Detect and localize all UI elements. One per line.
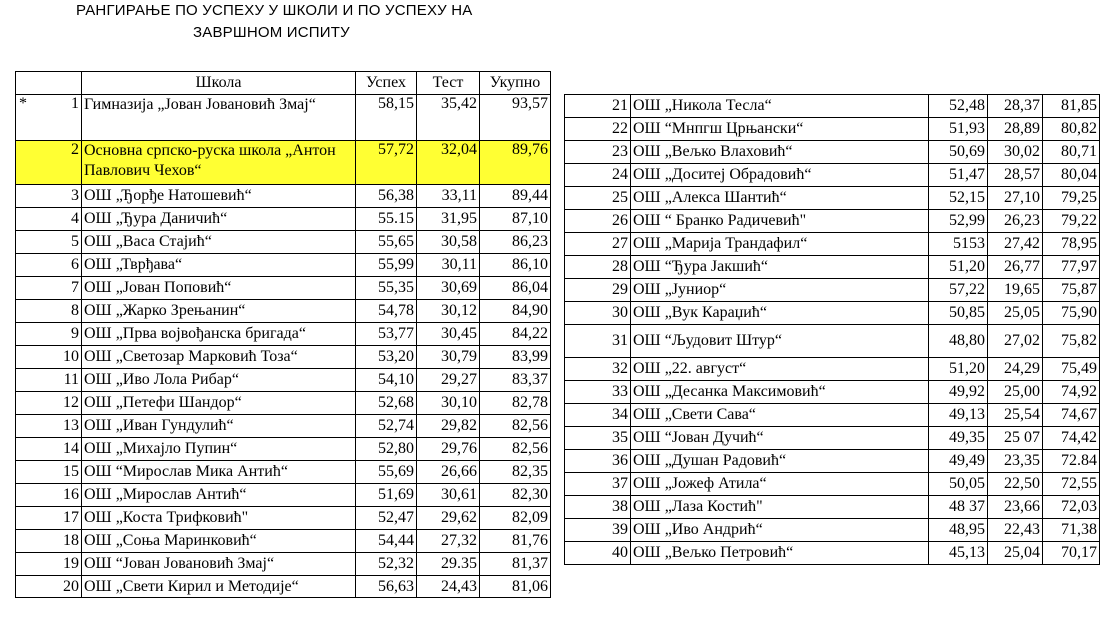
rank-cell: 24 <box>565 164 631 187</box>
school-name-cell: ОШ „Петефи Шандор“ <box>82 392 356 415</box>
test-cell: 23,66 <box>988 496 1043 519</box>
uspeh-cell: 52,99 <box>929 210 988 233</box>
school-name-cell: ОШ „Иво Андрић“ <box>631 519 929 542</box>
table-row <box>565 233 1100 256</box>
rank-cell: 39 <box>565 519 631 542</box>
uspeh-cell: 51,47 <box>929 164 988 187</box>
school-name-cell: ОШ „Јожеф Атила“ <box>631 473 929 496</box>
rank-cell: 40 <box>565 542 631 565</box>
rank-cell: 38 <box>565 496 631 519</box>
uspeh-cell: 48,95 <box>929 519 988 542</box>
school-name-cell: ОШ „Доситеј Обрадовић“ <box>631 164 929 187</box>
test-cell: 24,29 <box>988 358 1043 381</box>
total-cell: 74,42 <box>1043 427 1100 450</box>
school-name-cell: ОШ “ Бранко Радичевић" <box>631 210 929 233</box>
table-row <box>16 346 551 369</box>
rank-cell: 10 <box>16 346 82 369</box>
test-cell: 30,61 <box>417 484 480 507</box>
uspeh-cell: 52,47 <box>356 507 417 530</box>
test-cell: 30,69 <box>417 277 480 300</box>
test-cell: 25 07 <box>988 427 1043 450</box>
table-row <box>565 542 1100 565</box>
total-cell: 82,30 <box>480 484 551 507</box>
total-cell: 72,03 <box>1043 496 1100 519</box>
rank-cell: 8 <box>16 300 82 323</box>
test-cell: 29,62 <box>417 507 480 530</box>
uspeh-cell: 55,69 <box>356 461 417 484</box>
rank-cell: 13 <box>16 415 82 438</box>
test-cell: 30,10 <box>417 392 480 415</box>
header-rank <box>16 72 82 95</box>
test-cell: 26,23 <box>988 210 1043 233</box>
rank-cell: 31 <box>565 325 631 358</box>
test-cell: 33,11 <box>417 185 480 208</box>
school-name-cell: ОШ „Иво Лола Рибар“ <box>82 369 356 392</box>
rank-cell: 20 <box>16 576 82 598</box>
test-cell: 23,35 <box>988 450 1043 473</box>
uspeh-cell: 53,20 <box>356 346 417 369</box>
table-row <box>565 187 1100 210</box>
rank-cell: 36 <box>565 450 631 473</box>
uspeh-cell: 51,20 <box>929 256 988 279</box>
test-cell: 28,57 <box>988 164 1043 187</box>
total-cell: 80,71 <box>1043 141 1100 164</box>
uspeh-cell: 51,20 <box>929 358 988 381</box>
total-cell: 82,56 <box>480 415 551 438</box>
uspeh-cell: 52,80 <box>356 438 417 461</box>
total-cell: 75,90 <box>1043 302 1100 325</box>
uspeh-cell: 57,72 <box>356 141 417 185</box>
page-title <box>76 0 556 44</box>
uspeh-cell: 51,93 <box>929 118 988 141</box>
school-name-cell: ОШ „Марија Трандафил“ <box>631 233 929 256</box>
uspeh-cell: 52,48 <box>929 95 988 118</box>
total-cell: 80,82 <box>1043 118 1100 141</box>
school-name-cell: ОШ „Вук Караџић“ <box>631 302 929 325</box>
total-cell: 72,55 <box>1043 473 1100 496</box>
rank-cell: 16 <box>16 484 82 507</box>
uspeh-cell: 52,32 <box>356 553 417 576</box>
table-row <box>16 392 551 415</box>
table-row <box>16 300 551 323</box>
rank-cell: 18 <box>16 530 82 553</box>
table-row <box>565 450 1100 473</box>
school-name-cell: ОШ „Васа Стајић“ <box>82 231 356 254</box>
school-name-cell: ОШ „Соња Маринковић“ <box>82 530 356 553</box>
rank-cell: 3 <box>16 185 82 208</box>
total-cell: 86,10 <box>480 254 551 277</box>
table-row <box>565 141 1100 164</box>
table-row <box>565 427 1100 450</box>
test-cell: 24,43 <box>417 576 480 598</box>
uspeh-cell: 49,92 <box>929 381 988 404</box>
school-name-cell: ОШ „Душан Радовић“ <box>631 450 929 473</box>
test-cell: 27,02 <box>988 325 1043 358</box>
school-name-cell: ОШ „Никола Тесла“ <box>631 95 929 118</box>
uspeh-cell: 52,74 <box>356 415 417 438</box>
total-cell: 87,10 <box>480 208 551 231</box>
total-cell: 82,78 <box>480 392 551 415</box>
school-name-cell: ОШ „Михајло Пупин“ <box>82 438 356 461</box>
total-cell: 82,09 <box>480 507 551 530</box>
uspeh-cell: 49,13 <box>929 404 988 427</box>
rank-cell: 11 <box>16 369 82 392</box>
total-cell: 75,82 <box>1043 325 1100 358</box>
school-name-cell: ОШ „Свети Кирил и Методије“ <box>82 576 356 598</box>
school-name-cell: ОШ „Вељко Влаховић“ <box>631 141 929 164</box>
table-row <box>565 325 1100 358</box>
test-cell: 32,04 <box>417 141 480 185</box>
table-row <box>565 404 1100 427</box>
test-cell: 29,76 <box>417 438 480 461</box>
total-cell: 83,99 <box>480 346 551 369</box>
school-name-cell: Гимназија „Јован Јовановић Змај“ <box>82 95 356 141</box>
rank-cell: 35 <box>565 427 631 450</box>
test-cell: 25,54 <box>988 404 1043 427</box>
table-row <box>16 438 551 461</box>
rank-cell: 28 <box>565 256 631 279</box>
rank-cell: 29 <box>565 279 631 302</box>
school-name-cell: ОШ „Жарко Зрењанин“ <box>82 300 356 323</box>
table-row <box>16 141 551 185</box>
total-cell: 74,92 <box>1043 381 1100 404</box>
rank-cell: 26 <box>565 210 631 233</box>
total-cell: 71,38 <box>1043 519 1100 542</box>
school-name-cell: ОШ “Људовит Штур“ <box>631 325 929 358</box>
rank-cell: 34 <box>565 404 631 427</box>
rank-cell: 1 * <box>16 95 82 141</box>
total-cell: 75,49 <box>1043 358 1100 381</box>
table-row <box>565 164 1100 187</box>
test-cell: 27,42 <box>988 233 1043 256</box>
rank-cell: 6 <box>16 254 82 277</box>
first-place-marker: * <box>19 95 27 112</box>
table-row <box>565 381 1100 404</box>
rank-cell: 27 <box>565 233 631 256</box>
school-name-cell: ОШ „Ђура Даничић“ <box>82 208 356 231</box>
uspeh-cell: 54,44 <box>356 530 417 553</box>
rank-cell: 5 <box>16 231 82 254</box>
uspeh-cell: 56,38 <box>356 185 417 208</box>
school-name-cell: ОШ „Свети Сава“ <box>631 404 929 427</box>
school-name-cell: Основна српско-руска школа „Антон Павлович Чехов“ <box>82 141 356 185</box>
test-cell: 22,50 <box>988 473 1043 496</box>
uspeh-cell: 58,15 <box>356 95 417 141</box>
header-school: Школа <box>82 72 356 95</box>
test-cell: 30,45 <box>417 323 480 346</box>
rank-cell: 4 <box>16 208 82 231</box>
rank-cell: 32 <box>565 358 631 381</box>
table-row <box>565 95 1100 118</box>
uspeh-cell: 52,68 <box>356 392 417 415</box>
test-cell: 26,66 <box>417 461 480 484</box>
uspeh-cell: 55,99 <box>356 254 417 277</box>
total-cell: 80,04 <box>1043 164 1100 187</box>
table-row <box>16 277 551 300</box>
test-cell: 30,79 <box>417 346 480 369</box>
rank-cell: 33 <box>565 381 631 404</box>
test-cell: 27,32 <box>417 530 480 553</box>
uspeh-cell: 54,10 <box>356 369 417 392</box>
table-row <box>16 254 551 277</box>
total-cell: 79,25 <box>1043 187 1100 210</box>
school-name-cell: ОШ „Вељко Петровић“ <box>631 542 929 565</box>
school-name-cell: ОШ „Јуниор“ <box>631 279 929 302</box>
school-name-cell: ОШ “Мирослав Мика Антић“ <box>82 461 356 484</box>
table-row <box>16 415 551 438</box>
uspeh-cell: 45,13 <box>929 542 988 565</box>
total-cell: 86,04 <box>480 277 551 300</box>
uspeh-cell: 54,78 <box>356 300 417 323</box>
uspeh-cell: 55,35 <box>356 277 417 300</box>
uspeh-cell: 48 37 <box>929 496 988 519</box>
test-cell: 29,27 <box>417 369 480 392</box>
table-row <box>16 576 551 598</box>
header-uspeh: Успех <box>356 72 417 95</box>
rank-cell: 7 <box>16 277 82 300</box>
header-total: Укупно <box>480 72 551 95</box>
test-cell: 25,04 <box>988 542 1043 565</box>
school-name-cell: ОШ „Коста Трифковић" <box>82 507 356 530</box>
test-cell: 29,82 <box>417 415 480 438</box>
school-name-cell: ОШ „22. август“ <box>631 358 929 381</box>
total-cell: 83,37 <box>480 369 551 392</box>
uspeh-cell: 49,49 <box>929 450 988 473</box>
school-name-cell: ОШ „Лаза Костић" <box>631 496 929 519</box>
uspeh-cell: 55.15 <box>356 208 417 231</box>
rank-cell: 19 <box>16 553 82 576</box>
test-cell: 30,11 <box>417 254 480 277</box>
rank-cell: 17 <box>16 507 82 530</box>
rank-cell: 25 <box>565 187 631 210</box>
title-line-1: РАНГИРАЊЕ ПО УСПЕХУ У ШКОЛИ И ПО УСПЕХУ НА <box>76 2 473 19</box>
total-cell: 77,97 <box>1043 256 1100 279</box>
test-cell: 35,42 <box>417 95 480 141</box>
uspeh-cell: 53,77 <box>356 323 417 346</box>
uspeh-cell: 50,85 <box>929 302 988 325</box>
table-row <box>565 118 1100 141</box>
total-cell: 93,57 <box>480 95 551 141</box>
test-cell: 29.35 <box>417 553 480 576</box>
title-line-2: ЗАВРШНОМ ИСПИТУ <box>193 24 350 41</box>
uspeh-cell: 55,65 <box>356 231 417 254</box>
rank-cell: 14 <box>16 438 82 461</box>
test-cell: 30,12 <box>417 300 480 323</box>
rank-cell: 15 <box>16 461 82 484</box>
table-row <box>565 519 1100 542</box>
table-row <box>565 210 1100 233</box>
uspeh-cell: 52,15 <box>929 187 988 210</box>
header-test: Тест <box>417 72 480 95</box>
table-row <box>16 323 551 346</box>
school-name-cell: ОШ „Тврђава“ <box>82 254 356 277</box>
uspeh-cell: 57,22 <box>929 279 988 302</box>
total-cell: 81,85 <box>1043 95 1100 118</box>
test-cell: 22,43 <box>988 519 1043 542</box>
uspeh-cell: 5153 <box>929 233 988 256</box>
uspeh-cell: 49,35 <box>929 427 988 450</box>
table-row <box>565 302 1100 325</box>
school-name-cell: ОШ „Иван Гундулић“ <box>82 415 356 438</box>
total-cell: 84,22 <box>480 323 551 346</box>
test-cell: 30,58 <box>417 231 480 254</box>
table-header-row <box>16 72 551 95</box>
table-row <box>16 461 551 484</box>
school-name-cell: ОШ “Мнпгш Црњански“ <box>631 118 929 141</box>
test-cell: 31,95 <box>417 208 480 231</box>
rank-cell: 9 <box>16 323 82 346</box>
uspeh-cell: 56,63 <box>356 576 417 598</box>
table-row <box>16 185 551 208</box>
test-cell: 30,02 <box>988 141 1043 164</box>
total-cell: 82,56 <box>480 438 551 461</box>
total-cell: 82,35 <box>480 461 551 484</box>
school-name-cell: ОШ „Прва војвођанска бригада“ <box>82 323 356 346</box>
test-cell: 25,00 <box>988 381 1043 404</box>
test-cell: 26,77 <box>988 256 1043 279</box>
table-row <box>16 553 551 576</box>
school-name-cell: ОШ „Десанка Максимовић“ <box>631 381 929 404</box>
rank-cell: 12 <box>16 392 82 415</box>
school-name-cell: ОШ „Јован Поповић“ <box>82 277 356 300</box>
school-name-cell: ОШ „Светозар Марковић Тоза“ <box>82 346 356 369</box>
total-cell: 78,95 <box>1043 233 1100 256</box>
table-row <box>565 473 1100 496</box>
table-row <box>16 231 551 254</box>
school-name-cell: ОШ “Јован Јовановић Змај“ <box>82 553 356 576</box>
table-row <box>16 484 551 507</box>
uspeh-cell: 48,80 <box>929 325 988 358</box>
total-cell: 89,76 <box>480 141 551 185</box>
rank-cell: 30 <box>565 302 631 325</box>
test-cell: 19,65 <box>988 279 1043 302</box>
total-cell: 81,06 <box>480 576 551 598</box>
uspeh-cell: 51,69 <box>356 484 417 507</box>
rank-cell: 37 <box>565 473 631 496</box>
test-cell: 28,37 <box>988 95 1043 118</box>
total-cell: 81,37 <box>480 553 551 576</box>
total-cell: 84,90 <box>480 300 551 323</box>
uspeh-cell: 50,69 <box>929 141 988 164</box>
table-row <box>16 369 551 392</box>
table-row <box>565 496 1100 519</box>
school-name-cell: ОШ „Мирослав Антић“ <box>82 484 356 507</box>
test-cell: 25,05 <box>988 302 1043 325</box>
total-cell: 79,22 <box>1043 210 1100 233</box>
rank-cell: 23 <box>565 141 631 164</box>
total-cell: 81,76 <box>480 530 551 553</box>
school-name-cell: ОШ „Ђорђе Натошевић“ <box>82 185 356 208</box>
total-cell: 72.84 <box>1043 450 1100 473</box>
school-name-cell: ОШ “Јован Дучић“ <box>631 427 929 450</box>
table-row <box>16 208 551 231</box>
school-name-cell: ОШ „Алекса Шантић“ <box>631 187 929 210</box>
total-cell: 86,23 <box>480 231 551 254</box>
rank-cell: 2 <box>16 141 82 185</box>
table-row <box>565 358 1100 381</box>
table-row <box>16 530 551 553</box>
rank-cell: 21 <box>565 95 631 118</box>
rank-cell: 22 <box>565 118 631 141</box>
total-cell: 75,87 <box>1043 279 1100 302</box>
table-row <box>16 507 551 530</box>
total-cell: 70,17 <box>1043 542 1100 565</box>
school-name-cell: ОШ “Ђура Јакшић“ <box>631 256 929 279</box>
uspeh-cell: 50,05 <box>929 473 988 496</box>
ranking-table-left <box>15 71 551 598</box>
ranking-table-right <box>564 94 1100 565</box>
table-row <box>565 256 1100 279</box>
table-row <box>16 95 551 141</box>
table-row <box>565 279 1100 302</box>
test-cell: 28,89 <box>988 118 1043 141</box>
test-cell: 27,10 <box>988 187 1043 210</box>
total-cell: 74,67 <box>1043 404 1100 427</box>
total-cell: 89,44 <box>480 185 551 208</box>
